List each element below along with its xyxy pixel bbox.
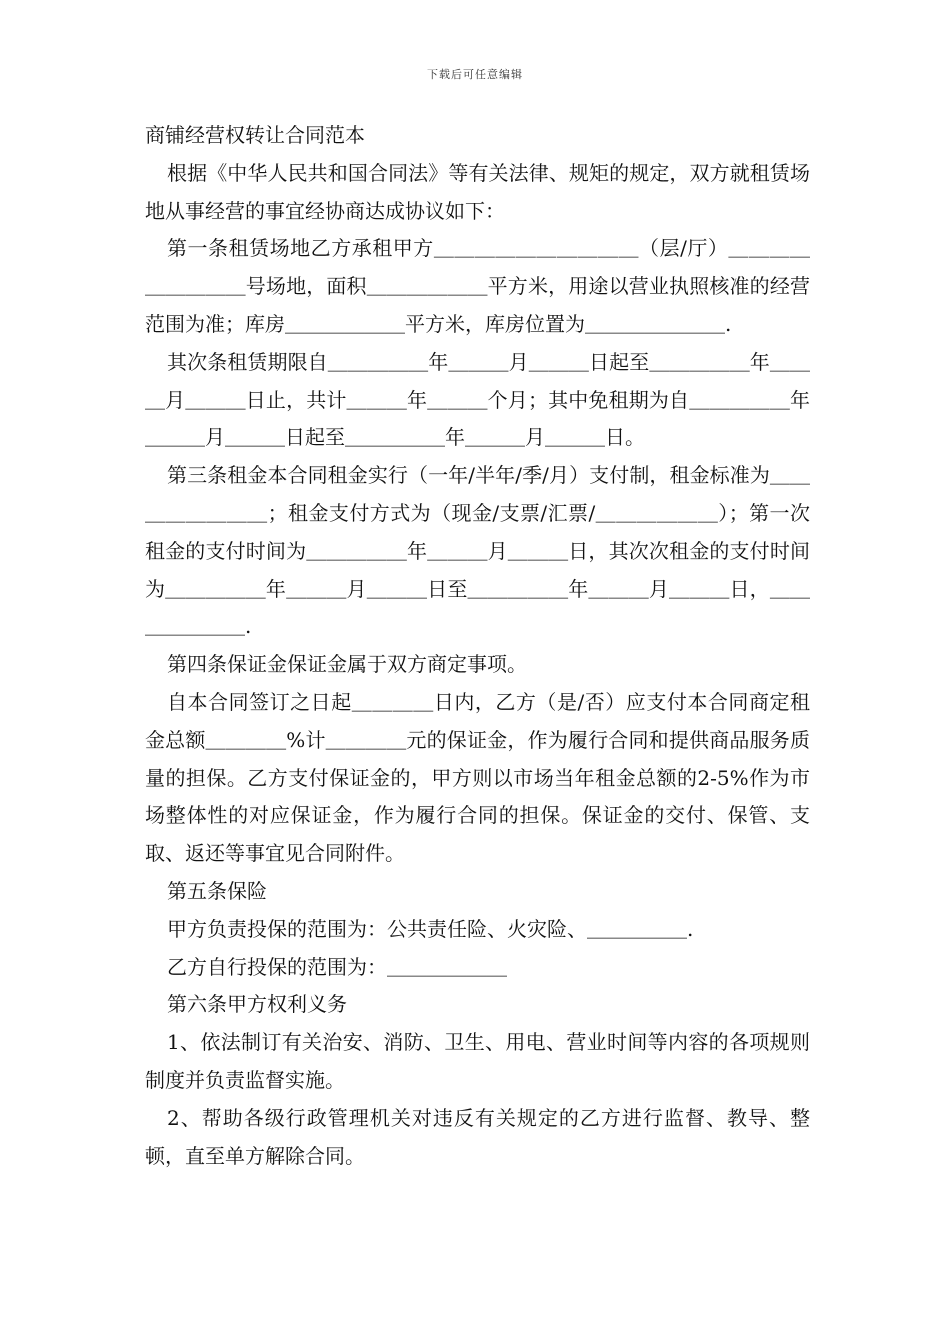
paragraph-article-5-title: 第五条保险	[167, 878, 267, 903]
page-header-note: 下载后可任意编辑	[427, 68, 523, 81]
paragraph-insurance-party-b: 乙方自行投保的范围为：＿＿＿＿＿＿	[167, 954, 507, 979]
paragraph-article-2: 其次条租赁期限自＿＿＿＿＿年＿＿＿月＿＿＿日起至＿＿＿＿＿年＿＿＿月＿＿＿日止，共计＿＿＿年＿＿＿个月；其中免租期为自＿＿＿＿＿年＿＿＿月＿＿＿日起至＿＿＿＿＿年＿＿＿月＿＿＿日。	[145, 349, 810, 450]
paragraph-insurance-party-a: 甲方负责投保的范围为：公共责任险、火灾险、＿＿＿＿＿.	[167, 916, 694, 941]
paragraph-article-6-item-2: 2、帮助各级行政管理机关对违反有关规定的乙方进行监督、教导、整顿，直至单方解除合同。	[145, 1105, 810, 1168]
paragraph-article-6-item-1: 1、依法制订有关治安、消防、卫生、用电、营业时间等内容的各项规则制度并负责监督实施。	[145, 1030, 810, 1092]
paragraph-article-4-body: 自本合同签订之日起＿＿＿＿日内，乙方（是/否）应支付本合同商定租金总额＿＿＿＿%计＿＿＿＿元的保证金，作为履行合同和提供商品服务质量的担保。乙方支付保证金的，甲方则以市场当年租金总额的2-5%作为市场整体性的对应保证金，作为履行合同的担保。保证金的交付、保管、支取、返还等事宜见合同附件。	[145, 689, 810, 866]
paragraph-article-3: 第三条租金本合同租金实行（一年/半年/季/月）支付制，租金标准为＿＿＿＿＿＿＿＿；租金支付方式为（现金/支票/汇票/＿＿＿＿＿＿）；第一次租金的支付时间为＿＿＿＿＿年＿＿＿月＿＿＿日，其次次租金的支付时间为＿＿＿＿＿年＿＿＿月＿＿＿日至＿＿＿＿＿年＿＿＿月＿＿＿日，＿＿＿＿＿＿＿.	[145, 463, 810, 639]
paragraph-article-4-title: 第四条保证金保证金属于双方商定事项。	[167, 652, 527, 677]
paragraph-article-1: 第一条租赁场地乙方承租甲方＿＿＿＿＿＿＿＿＿＿（层/厅）＿＿＿＿＿＿＿＿＿号场地，面积＿＿＿＿＿＿平方米，用途以营业执照核准的经营范围为准；库房＿＿＿＿＿＿平方米，库房位置为＿＿＿＿＿＿＿.	[145, 236, 810, 336]
paragraph-preamble: 根据《中华人民共和国合同法》等有关法律、规矩的规定，双方就租赁场地从事经营的事宜经协商达成协议如下：	[145, 160, 810, 223]
paragraph-article-6-title: 第六条甲方权利义务	[167, 992, 347, 1017]
document-title: 商铺经营权转让合同范本	[145, 123, 365, 147]
document-body	[145, 117, 810, 1175]
